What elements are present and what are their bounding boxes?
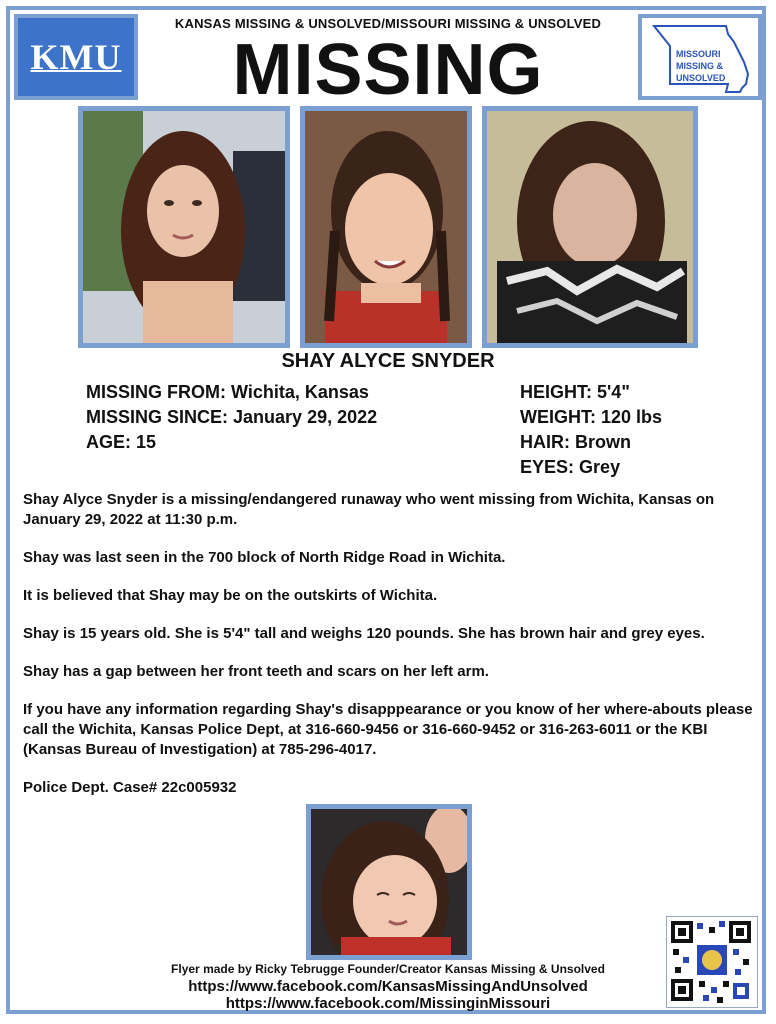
photo-1 [78,106,290,348]
portrait-photo-2 [305,111,467,343]
description-paragraph: Shay is 15 years old. She is 5'4" tall and weighs 120 pounds. She has brown hair and grey eyes. [23,625,705,642]
description-paragraph: It is believed that Shay may be on the outskirts of Wichita. [23,587,438,604]
description-paragraph: Shay was last seen in the 700 block of North Ridge Road in Wichita. [23,549,506,566]
organization-line: KANSAS MISSING & UNSOLVED/MISSOURI MISSING & UNSOLVED [174,16,602,31]
fact-value: Grey [579,457,621,477]
fact-height [520,380,662,405]
fact-value: Brown [575,432,632,452]
fact-label: AGE: [86,432,131,452]
fact-value: Wichita, Kansas [231,382,369,402]
kmu-logo [14,14,138,100]
fact-value: 120 lbs [601,407,663,427]
portrait-photo-1 [83,111,285,343]
fact-eyes [520,455,662,480]
fact-value: 15 [136,432,157,452]
description [23,490,759,816]
fact-label: HEIGHT: [520,382,592,402]
portrait-photo-4 [311,809,467,955]
kmu-logo-text: KMU [30,37,122,77]
description-paragraph: Shay Alyce Snyder is a missing/endangered runaway who went missing from Wichita, Kansas on January 29, 2022 at 11:30 p.m. [23,491,715,528]
fact-age [86,430,377,455]
facts-right [520,380,662,480]
case-number: Police Dept. Case# 22c005932 [23,779,237,796]
missouri-logo-text: MISSOURI MISSING & UNSOLVED [676,49,726,83]
person-name: SHAY ALYCE SNYDER [281,350,495,372]
fact-label: EYES: [520,457,575,477]
flyer-credit: Flyer made by Ricky Tebrugge Founder/Creator Kansas Missing & Unsolved [171,962,605,976]
missing-headline: MISSING [232,30,544,110]
fact-label: MISSING SINCE: [86,407,229,427]
photo-4 [306,804,472,960]
fact-label: MISSING FROM: [86,382,226,402]
description-paragraph: If you have any information regarding Shay's disapppearance or you know of her where-abouts please call the Wichita, Kansas Police Dept, at 316-660-9456 or 316-660-9452 or 316-263-6011 or the KBI (Kansas Bureau of Investigation) at 785-296-4017. [23,701,753,758]
fact-weight [520,405,662,430]
photo-3 [482,106,698,348]
fact-missing-from [86,380,377,405]
description-paragraph: Shay has a gap between her front teeth and scars on her left arm. [23,663,489,680]
fact-hair [520,430,662,455]
facebook-link-kansas[interactable]: https://www.facebook.com/KansasMissingAndUnsolved [188,978,588,995]
portrait-photo-3 [487,111,693,343]
fact-label: HAIR: [520,432,570,452]
fact-value: 5'4" [597,382,630,402]
facts-left [86,380,377,455]
photo-2 [300,106,472,348]
missouri-logo [638,14,762,100]
fact-value: January 29, 2022 [233,407,378,427]
facebook-link-missouri[interactable]: https://www.facebook.com/MissinginMissouri [225,995,551,1012]
fact-missing-since [86,405,377,430]
fact-label: WEIGHT: [520,407,596,427]
